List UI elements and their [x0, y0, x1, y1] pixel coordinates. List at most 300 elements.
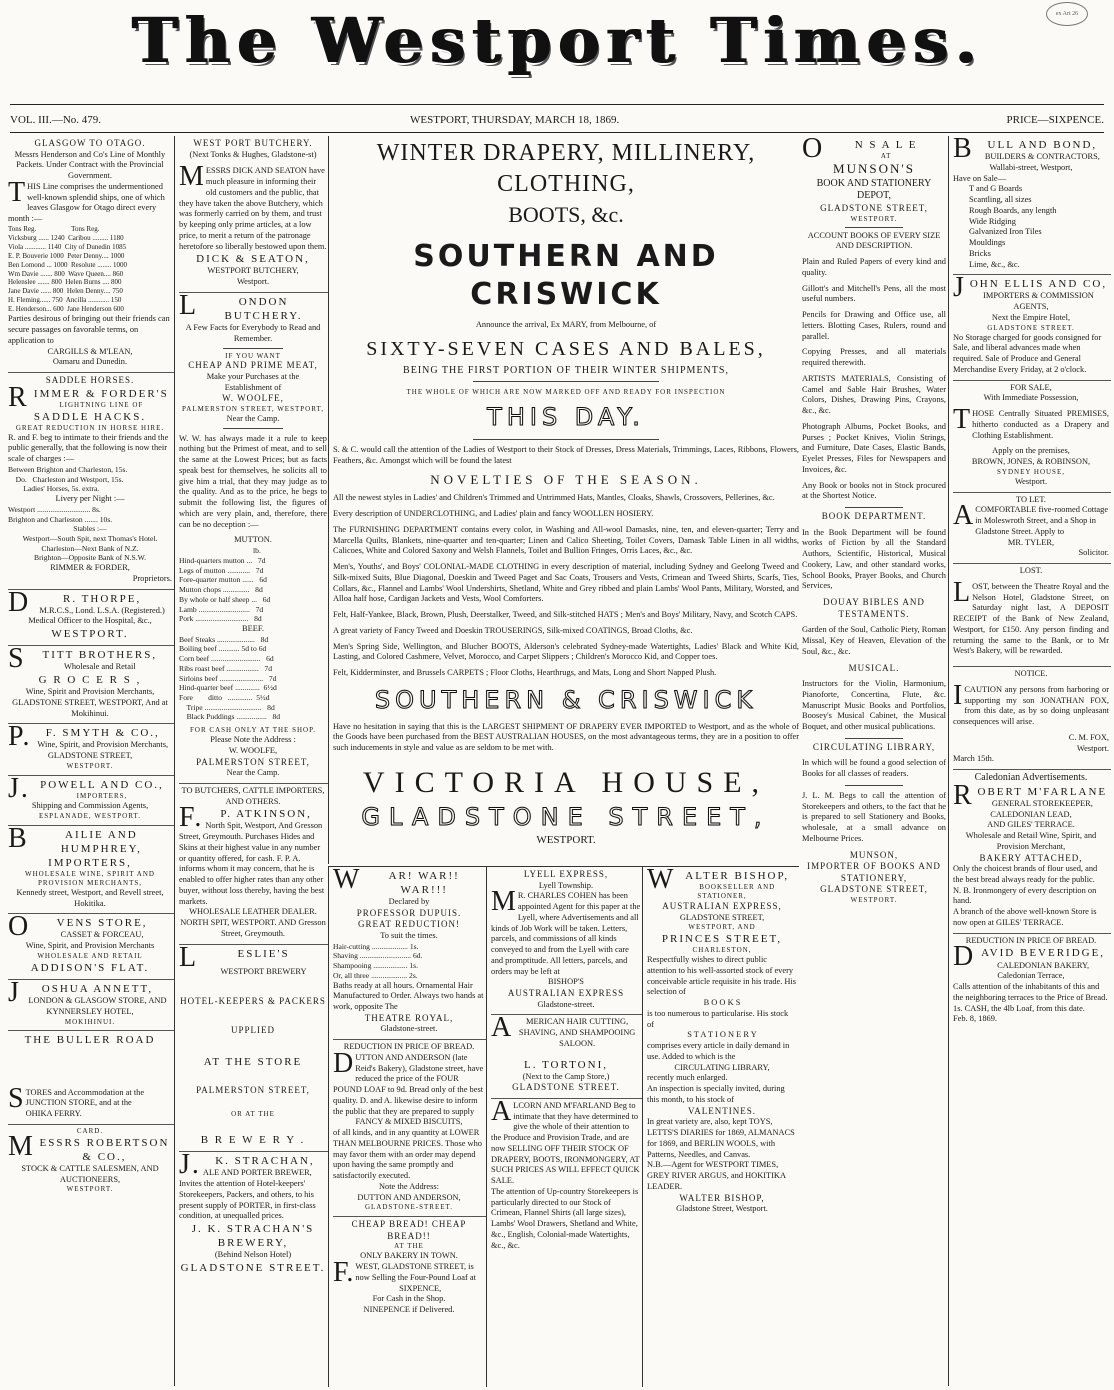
ad-title: OVENS STORE,	[8, 911, 148, 943]
ad-signature: C. M. FOX,	[1068, 732, 1109, 742]
ad-text: Wholesale and Retail Wine, Spirit, and Provision Merchant,	[965, 831, 1097, 851]
price: PRICE—SIXPENCE.	[1006, 114, 1104, 126]
divider	[845, 507, 903, 508]
beef-price-list: Beef Steaks .................... 8d Boiling beef ........... 5d to 6d Corn beef .......................... 6d Ribs roast beef ................. 7d Sirloins beef ....................... 7d Hind-quarter beef ............. 6½d Fore ditto ............. 5½d Tripe .............................. 8d Black Puddings ................ 8d	[179, 634, 281, 722]
ad-line: CHARLESTON,	[692, 946, 752, 955]
ad-line: BAKERY ATTACHED,	[979, 852, 1083, 863]
ad-line: Declared by	[388, 897, 430, 907]
ad-title: DAVID BEVERIDGE,	[953, 941, 1106, 973]
ad-place: GLADSTONE STREET.	[180, 1261, 326, 1274]
ad-text: In which will be found a good selection of Books for all classes of readers.	[802, 758, 946, 779]
ad-line: AND GILES' TERRACE.	[987, 820, 1075, 830]
ad-title: RIMMER & FORDER'S	[8, 381, 169, 413]
hero-firm-name: SOUTHERN AND CRISWICK	[413, 238, 719, 312]
ad-place: NORTH SPIT, WESTPORT. AND Gresson Street, Greymouth.	[180, 918, 326, 938]
masthead	[0, 0, 1114, 106]
ad-line: CALEDONIAN BAKERY,	[997, 960, 1090, 970]
ad-line: W. WOOLFE,	[228, 745, 278, 755]
issue-date: WESTPORT, THURSDAY, MARCH 18, 1869.	[410, 114, 620, 126]
ad-line: Establishment of	[224, 382, 282, 392]
ad-line: PALMERSTON STREET,	[196, 1084, 310, 1095]
ad-heading: GLASGOW TO OTAGO.	[34, 138, 146, 148]
ad-text: M.R.C.S., Lond. L.S.A. (Registered.) Medical Officer to the Hospital, &c.,	[28, 605, 165, 626]
ad-title: LONDON BUTCHERY.	[179, 289, 303, 322]
buller-road-ad	[8, 1031, 174, 1124]
ad-line: GLADSTONE STREET,	[820, 884, 928, 895]
alcorn-mfarland-ad	[491, 1095, 643, 1256]
ad-text: Only the choicest brands of flour used, and the best bread always ready for the public.	[953, 864, 1098, 884]
ad-line: BISHOP'S	[548, 977, 584, 987]
ad-line: LIGHTNING LINE OF	[59, 400, 144, 409]
ad-place: MOKIHINUI.	[64, 1017, 116, 1026]
ad-text: THOSE Centrally Situated PREMISES, hitherto conducted as a Drapery and Clothing Establishment.	[953, 404, 1109, 440]
ad-line: MUSICAL.	[848, 662, 900, 673]
ad-date: Feb. 8, 1869.	[953, 1014, 997, 1024]
ad-line: Wallabi-street, Westport,	[989, 162, 1073, 172]
ad-title: WAR! WAR!! WAR!!!	[333, 866, 460, 897]
ad-line: GENERAL STOREKEEPER,	[991, 798, 1093, 808]
ad-signature: WALTER BISHOP,	[679, 1192, 765, 1203]
london-butchery-ad	[179, 289, 329, 784]
ad-signature-role: Solicitor.	[1078, 548, 1109, 558]
stables-list: Stables :— Westport—South Spit, next Thomas's Hotel. Charleston—Next Bank of N.Z. Brighton—Opposite Bank of N.S.W.	[22, 524, 158, 563]
hero-cases: SIXTY-SEVEN CASES AND BALES,	[366, 338, 766, 361]
ad-place: Gladstone Street, Westport.	[676, 1204, 768, 1214]
ad-line: L. TORTONI,	[524, 1058, 608, 1071]
ad-line: SALOON.	[559, 1038, 596, 1048]
ad-place: Kennedy street, Westport, and Revell street, Hokitika.	[16, 887, 164, 908]
ad-line: DEPOT,	[857, 190, 891, 202]
hero-firm-name-outline: SOUTHERN & CRISWICK	[374, 685, 758, 714]
goods-list: T and G Boards Scantling, all sizes Rough Boards, any length Wide Ridging Galvanized Iron Tiles Mouldings Bricks Lime, &c., &c.	[969, 184, 1057, 269]
ad-place: Westport.	[1014, 476, 1048, 486]
ad-line: CALEDONIAN LEAD,	[990, 809, 1072, 819]
ad-place: GLADSTONE-STREET.	[364, 1203, 454, 1212]
column-5	[948, 136, 1111, 1386]
divider	[223, 348, 282, 349]
ad-line: THEATRE ROYAL,	[364, 1012, 454, 1023]
library-seal: ex Art 26	[1046, 2, 1088, 26]
ad-line: Have on Sale—	[953, 173, 1007, 183]
beveridge-ad	[953, 934, 1111, 1029]
ad-text: Wine, Spirit and Provision Merchants, GLADSTONE STREET, WESTPORT, And at Mokihinui.	[12, 687, 168, 718]
ad-line: CASSET & FORCEAU,	[60, 930, 144, 940]
ad-line: PALMERSTON STREET,	[196, 756, 310, 767]
ad-line: B O O K S	[703, 998, 741, 1008]
ad-heading: REDUCTION IN PRICE OF BREAD.	[965, 935, 1097, 945]
ad-line: With Immediate Possession,	[983, 393, 1079, 403]
divider	[845, 738, 903, 739]
ad-text: ICAUTION any persons from harboring or supporting my son JONATHAN FOX, from this date, as by so doing unpleasant consequences will arise.	[953, 679, 1109, 727]
ad-line: WESTPORT BREWERY	[220, 966, 307, 976]
dateline	[10, 114, 1104, 130]
hero-this-day: THIS DAY.	[487, 403, 645, 432]
hero-paragraph: A great variety of Fancy Tweed and Doeskin TROUSERINGS, Silk-mixed COATINGS, Broad Cloths, &c.	[333, 625, 693, 635]
ad-line: SYDNEY HOUSE,	[997, 467, 1065, 476]
ad-text: STOCK & CATTLE SALESMEN, AND AUCTIONEERS,	[21, 1163, 159, 1184]
ad-text: W. W. has always made it a rule to keep nothing but the Primest of meat, and to sell the same at the Lowest Prices; but as facts speak best for themselves, he solicits all to give him a trial, that they may judge as to the quality. And as to the price, he begs to submit the following list, the figures of which are very plain, and, therefore, there can be no deception :—	[179, 433, 327, 529]
hero-announce: Announce the arrival, Ex MARY, from Melbourne, of	[475, 320, 657, 330]
ad-title: JOHN ELLIS AND CO,	[953, 272, 1108, 304]
ad-place: Westport.	[236, 277, 270, 287]
mutton-price-list: lb. Hind-quarters mutton ... 7d Legs of mutton ............ 7d Fore-quarter mutton ...... 6d Mutton chops .............. 8d By whole or half sheep ... 6d Lamb ........................... 7d Pork ............................ 8d	[179, 546, 271, 624]
john-ellis-ad	[953, 272, 1111, 380]
ad-text: Shipping and Commission Agents,	[31, 800, 149, 810]
ad-title: CHEAP BREAD! CHEAP BREAD!!	[351, 1219, 467, 1241]
ad-line: PROFESSOR DUPUIS.	[356, 907, 462, 918]
ad-line: PALMERSTON STREET, WESTPORT,	[182, 404, 324, 413]
ad-title: WALTER BISHOP,	[647, 866, 790, 895]
ad-line: Apply on the premises,	[992, 446, 1070, 456]
ad-title: J.POWELL AND CO.,	[8, 772, 164, 804]
ad-text: A branch of the above well-known Store is now open at GILES' TERRACE.	[953, 907, 1097, 927]
hero-subheadline: BOOTS, &c.	[508, 202, 624, 228]
dateline-rule	[10, 132, 1104, 133]
ad-text: N. B. Ironmongery of every description on hand.	[953, 885, 1097, 906]
ad-line: Please Note the Address :	[210, 735, 296, 745]
ad-text: In the Book Department will be found works of Fiction by all the Standard Authors, Scientific, Historical, Musical Cookery, Law, and other standard works, School Books, Prayer Books, and Church Services,	[802, 527, 946, 591]
ad-line: CIRCULATING LIBRARY,	[674, 1062, 770, 1072]
ad-text: Parties desirous of bringing out their friends can secure passages on favorable terms, on application to	[8, 314, 170, 345]
ad-line: GREAT REDUCTION IN HORSE HIRE.	[15, 423, 165, 432]
ad-text: Wine, Spirit, and Provision Merchants	[25, 941, 155, 951]
westport-label: WESTPORT.	[536, 833, 596, 846]
hero-paragraph: Men's Spring Side, Wellington, and Blucher BOOTS, Alderson's celebrated Sydney-made Watertights, Ladies' Black and White Kid, Lasting, and Colored Cashmere, Velvet, Morocco, and Carpet Slippers ; Children's Morocco Kid, and Copper toes.	[333, 641, 799, 662]
ad-line: OR AT THE	[231, 1110, 275, 1119]
ad-place: WESTPORT.	[850, 895, 898, 904]
ad-title: BULL AND BOND,	[953, 136, 1098, 164]
ad-line: Wholesale and Retail	[63, 662, 136, 672]
lost-ad	[953, 564, 1111, 667]
ad-text: Instructors for the Violin, Harmonium, Pianoforte, Concertina, Flute, &c. Manuscript Music Books and Portfolios, Boosey's Musical Cabinet, the Musical Boquet, and other musical publications.	[802, 679, 946, 732]
hero-portion: BEING THE FIRST PORTION OF THEIR WINTER SHIPMENTS,	[403, 364, 729, 376]
ad-line: BUILDERS & CONTRACTORS,	[984, 152, 1100, 162]
ad-signature: DICK & SEATON,	[196, 253, 310, 266]
masthead-title: The Westport Times.	[131, 4, 983, 77]
ad-line: Near the Camp.	[226, 768, 280, 778]
ad-signature: DUTTON AND ANDERSON,	[357, 1192, 461, 1202]
ad-line: BOOK DEPARTMENT.	[821, 511, 927, 522]
ad-text: F.WEST, GLADSTONE STREET, is now Selling the Four-Pound Loaf at	[333, 1257, 476, 1289]
ad-line: AT THE	[394, 1242, 424, 1251]
ad-text: An inspection is specially invited, during this month, to his stock of	[647, 1084, 785, 1104]
tortoni-ad	[491, 1012, 643, 1099]
ad-line: WESTPORT BUTCHERY,	[207, 266, 299, 276]
ovens-store-ad	[8, 911, 174, 980]
agent-name: CARGILLS & M'LEAN,	[47, 346, 133, 356]
ad-heading: NOTICE.	[1014, 669, 1048, 679]
ad-signature-role: Proprietors.	[132, 573, 172, 583]
ad-text: MESSRS DICK AND SEATON have much pleasure in informing their old customers and the public, that they have taken the above Butchery, which was formerly carried on by them, and trust by keeping only prime articles, at a low price, to merit a return of the patronage heretofore so liberally bestowed upon them.	[179, 161, 327, 251]
column-1	[8, 136, 174, 1386]
leslie-brewery-ad	[179, 941, 329, 1152]
ad-line: IMPORTERS & COMMISSION AGENTS,	[983, 291, 1094, 312]
ad-text: comprises every article in daily demand in use. Added to which is the	[647, 1041, 790, 1061]
ad-line: IMPORTERS,	[76, 792, 128, 801]
ad-line: AUSTRALIAN EXPRESS,	[662, 900, 782, 911]
column-4	[798, 136, 948, 1386]
ad-title: BAILIE AND HUMPHREY, IMPORTERS,	[8, 822, 142, 869]
ad-date: March 15th.	[953, 754, 994, 764]
ad-heading: CARD.	[76, 1126, 104, 1135]
ad-line: GLADSTONE STREET,	[820, 203, 928, 214]
ad-line: W. WOOLFE,	[222, 393, 284, 404]
powell-ad	[8, 772, 174, 826]
ad-text: The attention of Up-country Storekeepers is particularly directed to our Stock of Crimean, Flannel Shirts (all large sizes), Lambs' Wool Drawers, Shetland and White, &c., English, Colonial-made Watertights, &c., &c.	[491, 1186, 639, 1250]
ad-text: is too numerous to particularise. His stock of	[647, 1008, 789, 1029]
ad-text: Garden of the Soul, Catholic Piety, Roman Missal, Key of Heaven, Elevation of the Soul, &c., &c.	[802, 625, 946, 656]
ad-text: No Storage charged for goods consigned for Sale, and liberal advances made when required. Sale of Produce and General Merchandise Every Friday, at 2 o'clock.	[953, 332, 1102, 374]
robertson-ad	[8, 1125, 174, 1199]
ad-line: GLADSTONE STREET.	[987, 323, 1075, 332]
hero-novelties: NOVELTIES OF THE SEASON.	[430, 471, 702, 487]
ad-title: MESSRS ROBERTSON & CO.,	[8, 1130, 170, 1163]
ad-text: R. and F. beg to intimate to their friends and the public generally, that the following is now their scale of charges :—	[8, 432, 169, 464]
ad-line: DOUAY BIBLES AND TESTAMENTS.	[823, 597, 925, 619]
ship-list: Tons Reg. Tons Reg. Vicksburg ...... 1240 Caribou ......... 1180 Viola ............ 1140 City of Dunedin 1085 E. P. Bouverie 1000 Peter Denny.... 1000 Ben Lomond ... 1000 Resolute ........ 1000 Wm Davie ....... 800 Wave Queen.... 860 Helenslee ....... 800 Helen Burns .... 800 Jane Davie ...... 800 Helen Denny.... 750 H. Fleming...... 750 Ancilla ............ 150 E. Henderson... 600 Jane Henderson 600	[8, 224, 127, 314]
ad-place: ADDISON'S FLAT.	[30, 961, 150, 974]
southern-criswick-ad	[328, 136, 803, 864]
mfarlane-ad	[953, 770, 1111, 934]
ad-text: ACOMFORTABLE five-roomed Cottage in Moleswroth Street, and a Shop in Gladstone Street. Apply to	[953, 500, 1109, 536]
lyell-express-ad	[491, 867, 643, 1015]
to-let-ad	[953, 493, 1111, 565]
ad-line: IMPORTER OF BOOKS AND STATIONERY,	[807, 861, 941, 883]
ad-title: STITT BROTHERS,	[8, 643, 158, 675]
ad-place: Westport.	[1076, 743, 1109, 753]
ad-signature: BROWN, JONES, & ROBINSON,	[971, 457, 1091, 467]
ad-text: 1s. CASH, the 4lb Loaf, from this date.	[953, 1003, 1085, 1013]
walter-bishop-ad	[647, 867, 799, 1219]
ad-line: Livery per Night :—	[55, 494, 125, 504]
divider	[223, 428, 282, 429]
ad-line: Note the Address:	[378, 1181, 439, 1191]
ad-line: FOR CASH ONLY AT THE SHOP.	[190, 726, 316, 735]
masthead-rule	[10, 104, 1104, 105]
ad-line: PRINCES STREET,	[661, 933, 783, 946]
ad-line: WESTPORT, AND	[688, 923, 756, 932]
column-2	[174, 136, 329, 1386]
price-list: Hair-cutting ................... 1s. Shaving ........................... 6d. Shampooing .................. 1s. Or, all three ................... 2s.	[333, 941, 423, 980]
ad-text: Gillott's and Mitchell's Pens, all the most useful numbers.	[802, 283, 946, 304]
divider	[473, 381, 659, 382]
ad-line: UPPLIED	[230, 1025, 275, 1036]
saddle-horses-ad	[8, 373, 174, 590]
bull-bond-ad	[953, 136, 1111, 275]
volume-number: VOL. III.—No. 479.	[10, 114, 102, 126]
westport-butchery-ad	[179, 136, 329, 293]
ad-line: GLADSTONE STREET,	[679, 912, 765, 922]
stitt-brothers-ad	[8, 643, 174, 724]
ad-line: BOOK AND STATIONERY	[816, 177, 932, 189]
ad-text: Any Book or books not in Stock procured at the Shortest Notice.	[802, 480, 946, 501]
ad-place: WESTPORT.	[66, 761, 114, 770]
ad-signature: MR. TYLER,	[1007, 537, 1055, 547]
ad-line: (Behind Nelson Hotel)	[214, 1250, 292, 1260]
smyth-ad	[8, 721, 174, 776]
ad-line: WESTPORT.	[850, 214, 898, 223]
notice-ad	[953, 667, 1111, 770]
ad-title: LYELL EXPRESS,	[523, 869, 609, 879]
sub-column-3	[642, 866, 799, 1387]
ad-signature: MUNSON,	[849, 849, 899, 860]
ad-line: G R O C E R S ,	[38, 674, 142, 687]
divider	[845, 785, 903, 786]
ad-line: (Next to the Camp Store,)	[522, 1071, 610, 1081]
ad-heading: WEST PORT BUTCHERY.	[193, 138, 313, 148]
hero-headline: WINTER DRAPERY, MILLINERY, CLOTHING,	[376, 140, 756, 197]
ad-heading: TO LET.	[1016, 494, 1046, 504]
ad-line: S T A T I O N E R Y	[687, 1030, 757, 1040]
ad-text: In great variety are, also, kept TOYS, LETTS'S DIARIES for 1869, ALMANACS for 1869, and BERLIN WOOLS, with Patterns, Needles, and Canvas.	[647, 1117, 795, 1159]
ad-text: Wine, Spirit, and Provision Merchants,	[37, 740, 169, 750]
price-list-heading: MUTTON.	[234, 535, 272, 545]
ad-line: IF YOU WANT	[225, 351, 281, 360]
munson-ad	[802, 136, 948, 909]
ad-line: GLADSTONE STREET.	[512, 1082, 620, 1093]
ad-title: THE BULLER ROAD	[24, 1034, 156, 1047]
price-list-heading: BEEF.	[242, 623, 264, 633]
ad-text: Pencils for Drawing and Office use, all letters. Blotting Cases, Rulers, round and parallel.	[802, 310, 946, 341]
ad-signature: J. K. STRACHAN'S BREWERY,	[191, 1223, 315, 1250]
ad-line: SADDLE HACKS.	[33, 410, 147, 423]
ad-heading: FOR SALE,	[1010, 382, 1052, 392]
victoria-house: VICTORIA HOUSE,	[362, 765, 770, 799]
advertisement-grid	[8, 136, 1109, 1386]
ad-line: HOTEL-KEEPERS & PACKERS	[180, 995, 326, 1006]
dutton-anderson-ad	[333, 1040, 487, 1217]
atkinson-ad	[179, 784, 329, 945]
joshua-annett-ad	[8, 976, 174, 1032]
ad-text: Plain and Ruled Papers of every kind and quality.	[802, 257, 946, 277]
ad-place: OHIKA FERRY.	[25, 1109, 82, 1119]
hero-whole: THE WHOLE OF WHICH ARE NOW MARKED OFF AND READY FOR INSPECTION	[406, 387, 726, 396]
ad-line: ACCOUNT BOOKS OF EVERY SIZE AND DESCRIPTION.	[807, 230, 941, 251]
ad-text: Photograph Albums, Pocket Books, and Purses ; Pocket Knives, Violin Strings, and Furniture, Date Cases, Elastic Bands, Eyelet Presses, Files for Newspapers and Invoices, &c.	[802, 421, 946, 474]
agent-place: Oamaru and Dunedin.	[52, 357, 128, 367]
hero-paragraph: Felt, Kidderminster, and Brussels CARPETS ; Floor Cloths, Hearthrugs, and Mats, Long and Short Napped Plush.	[333, 668, 717, 678]
hero-paragraph: Every description of UNDERCLOTHING, and Ladies' plain and fancy WOOLLEN HOSIERY.	[333, 509, 654, 519]
ad-heading: LOST.	[1019, 566, 1043, 576]
ad-line: B R E W E R Y .	[200, 1134, 306, 1147]
ad-line: BOOKSELLER AND STATIONER,	[697, 883, 776, 901]
ad-text: J. L. M. Begs to call the attention of Storekeepers and others, to the fact that he is prepared to sell Stationery and Books, wholesale, at a small advance on Melbourne Prices.	[802, 790, 946, 843]
ad-text: LONDON & GLASGOW STORE, AND KYNNERSLEY HOTEL,	[28, 996, 167, 1016]
ad-line: GREAT REDUCTION!	[357, 919, 461, 930]
ad-text: of all kinds, and in any quantity at LOWER THAN MELBOURNE PRICES. Those who may favor them with an order may depend upon having the same promptly and satisfactorily executed.	[333, 1128, 482, 1181]
ad-text: N.B.—Agent for WESTPORT TIMES, GREY RIVER ARGUS, and HOKITIKA LEADER.	[647, 1160, 786, 1191]
ad-heading: TO BUTCHERS, CATTLE IMPORTERS, AND OTHERS.	[181, 785, 325, 806]
divider	[473, 439, 659, 440]
ad-title: DR. THORPE,	[8, 586, 142, 618]
ad-place: WESTPORT.	[66, 1185, 114, 1194]
ad-line: Lyell Township.	[538, 880, 594, 890]
ad-line: CIRCULATING LIBRARY,	[812, 741, 936, 752]
dr-thorpe-ad	[8, 586, 174, 647]
dupuis-ad	[333, 867, 487, 1040]
ad-heading: Caledonian Advertisements.	[974, 772, 1088, 784]
ad-line: Caledonian Terrace,	[997, 971, 1065, 981]
ad-text: WHOLESALE WINE, SPIRIT AND PROVISION MERCHANTS,	[25, 869, 155, 887]
ad-line: A Few Facts for Everybody to Read and Remember.	[185, 323, 321, 343]
ad-line: CHEAP AND PRIME MEAT,	[188, 360, 318, 371]
ad-text: ALCORN AND M'FARLAND Beg to intimate that they have determined to give the whole of their attention to the Produce and Provision Trade, and are now SELLING OFF THEIR STOCK OF DRAPERY, BOOTS, IRONMONGERY, AT SUCH PRICES AS WILL EFFECT QUICK SALE.	[491, 1095, 640, 1186]
hero-paragraph: Felt, Half-Yankee, Black, Brown, Plush, Deerstalker, Tweed, and Silk-stitched HATS ; Men's and Boys' Military, Navy, and Scotch CAPS.	[333, 610, 798, 620]
ad-line: Gladstone-street.	[380, 1024, 438, 1034]
for-sale-ad	[953, 381, 1111, 493]
ad-title: JOSHUA ANNETT,	[8, 976, 154, 1008]
ad-line: MUNSON'S	[833, 161, 915, 177]
bailie-humphrey-ad	[8, 822, 174, 915]
hero-paragraph: Men's, Youths', and Boys' COLONIAL-MADE CLOTHING in every description of material, including Sydney and Geelong Tweed and Silk-mixed Suits, Blue Diagonal, Doeskin and Tweed Paget and Sac Coats, Trousers and Vests, Crimean and Tweed Shirts, Scarfs, Ties, Collars, &c., Flannel and Lambs' Wool Undershirts, Shetland, White and Grey ribbed and plain Lambs' Wool Pants, Military, Worsted, and Alloa half hose, Cardigan Jackets and Vests, Wool Comforters.	[333, 562, 799, 604]
ad-line: Gladstone-street.	[537, 999, 595, 1009]
west-bakery-ad	[333, 1217, 487, 1319]
divider	[845, 227, 903, 228]
ad-title: LESLIE'S	[179, 941, 290, 973]
ad-line: To suit the times.	[380, 930, 438, 940]
ad-text: MR. CHARLES COHEN has been appointed Agent for this paper at the Lyell, where Advertisements and all kinds of Job Work will be taken. Letters, parcels, and commissions of all kinds conveyed to and from the Lyell with care and promptitude. All letters, parcels, and orders may be left at	[491, 886, 641, 976]
sub-column-1	[328, 866, 487, 1387]
ad-line: WHOLESALE LEATHER DEALER.	[189, 907, 317, 917]
ad-text: North Spit, Westport, And Gresson Street, Greymouth. Purchases Hides and Skins at their highest value in any number or quantity offered, for cash. F. P. A. informs whom it may concern, that he is enabled to offer higher rates than any other buyer, without loss thereby, having the best markets.	[179, 821, 325, 906]
strachan-ad	[179, 1149, 329, 1279]
ad-text: Calls attention of the inhabitants of this and the neighboring terraces to the Price of Bread.	[953, 982, 1108, 1002]
ad-line: GLADSTONE STREET,	[47, 751, 133, 761]
gladstone-street: GLADSTONE STREET,	[361, 803, 771, 832]
ad-title: J.K. STRACHAN,	[179, 1149, 315, 1181]
hero-paragraph: S. & C. would call the attention of the Ladies of Westport to their Stock of Dresses, Dress Materials, Trimmings, Laces, Ribbons, Flowers, Feathers, &c. Amongst which will be found the latest	[333, 445, 799, 465]
ad-line: AT THE STORE	[203, 1055, 303, 1068]
ad-text: Messrs Henderson and Co's Line of Monthly Packets. Under Contract with the Provincial Government.	[14, 149, 166, 181]
ad-line: NINEPENCE if Delivered.	[363, 1305, 455, 1315]
ad-title: AMERICAN HAIR CUTTING, SHAVING, AND SHAMPOOING	[491, 1012, 636, 1044]
ad-text: DUTTON AND ANDERSON (late Reid's Bakery), Gladstone street, have reduced the price of the FOUR POUND LOAF to 9d. Bread only of the best quality. D. and A. likewise desire to inform the public that they are prepared to supply	[333, 1047, 484, 1116]
ad-place: WESTPORT.	[51, 628, 129, 641]
ad-line: AT	[880, 152, 892, 161]
ad-line: Near the Camp.	[226, 413, 280, 423]
ad-line: AUSTRALIAN EXPRESS	[507, 988, 625, 999]
ad-title: F.P. ATKINSON,	[179, 802, 312, 834]
hero-paragraph: Have no hesitation in saying that this is the LARGEST SHIPMENT OF DRAPERY EVER IMPORTED to Westport, and as the whole of the Goods have been purchased from the BEST AUSTRALIAN HOUSES, on the most advantageous terms, they are in a position to offer such inducements in style and value as are seldom to be met with.	[333, 721, 799, 753]
ad-text: Respectfully wishes to direct public attention to his well-assorted stock of every conceivable article requisite in his trade. His selection of	[647, 955, 797, 997]
ad-title: P.F. SMYTH & CO.,	[8, 721, 160, 753]
ad-text: THIS Line comprises the undermentioned well-known splendid ships, one of which leaves Glasgow for Otago direct every month :—	[8, 176, 165, 224]
rate-list: Between Brighton and Charleston, 15s. Do. Charleston and Westport, 15s. Ladies' Horses, 5s. extra.	[8, 464, 128, 494]
ad-line: ONLY BAKERY IN TOWN.	[360, 1251, 458, 1261]
ad-line: For Cash in the Shop.	[372, 1294, 446, 1304]
glasgow-otago-ad	[8, 136, 174, 373]
ad-text: Baths ready at all hours. Ornamental Hair Manufactured to Order. Always two hands at work, opposite The	[333, 980, 484, 1012]
ad-text: recently much enlarged.	[647, 1073, 728, 1083]
ad-heading: SADDLE HORSES.	[45, 375, 135, 386]
ad-line: (Next Tonks & Hughes, Gladstone-st)	[189, 149, 317, 159]
hero-paragraph: The FURNISHING DEPARTMENT contains every color, in Washing and All-wool Damasks, nine, ten, and eleven-quarter; Terry and Marcella Quilts, Blankets, nine-quarter and ten-quarter; Linen and Calico Sheeting, Toilet Covers, Damask Table Linen in all widths, Calicoes, White and Colored Saxony and Welsh Flannels, Toilet and Bullion Fringes, Orris Laces, &c., &c.	[333, 524, 799, 556]
ad-place: ESPLANADE, WESTPORT.	[39, 811, 141, 820]
ad-text: Copying Presses, and all materials required therewith.	[802, 347, 946, 368]
ad-text: ARTISTS MATERIALS, Consisting of Camel and Sable Hair Brushes, Water Colors, Dishes, Drawing Pins, Crayons, &c., &c.	[802, 373, 946, 416]
ad-text: ALE AND PORTER BREWER, Invites the attention of Hotel-keepers' Storekeepers, Packers, and others, to his present supply of PORTER, in first-class condition, at unequalled prices.	[179, 1168, 316, 1221]
hero-paragraph: All the newest styles in Ladies' and Children's Trimmed and Untrimmed Hats, Mantles, Cloaks, Shawls, Crossovers, Pellerines, &c.	[333, 493, 775, 503]
ad-text: LOST, between the Theatre Royal and the Nelson Hotel, Gladstone Street, on Saturday night last, A DEPOSIT RECEIPT of the Bank of New Zealand, Westport, for £150. Any person finding and returning the same to the Bank, or to Mr West's Bakery, will be rewarded.	[953, 576, 1109, 656]
ad-title: ROBERT M'FARLANE	[953, 779, 1108, 811]
ad-line: WHOLESALE AND RETAIL	[37, 951, 143, 960]
ad-title: ON S A L E	[802, 136, 918, 164]
ad-line: FANCY & MIXED BISCUITS,	[355, 1117, 463, 1127]
ad-line: SIXPENCE,	[399, 1283, 442, 1293]
livery-list: Westport ............................ 8s. Brighton and Charleston ....... 10s.	[8, 504, 113, 524]
ad-line: VALENTINES.	[687, 1105, 757, 1116]
ad-line: Next the Empire Hotel,	[991, 312, 1071, 322]
